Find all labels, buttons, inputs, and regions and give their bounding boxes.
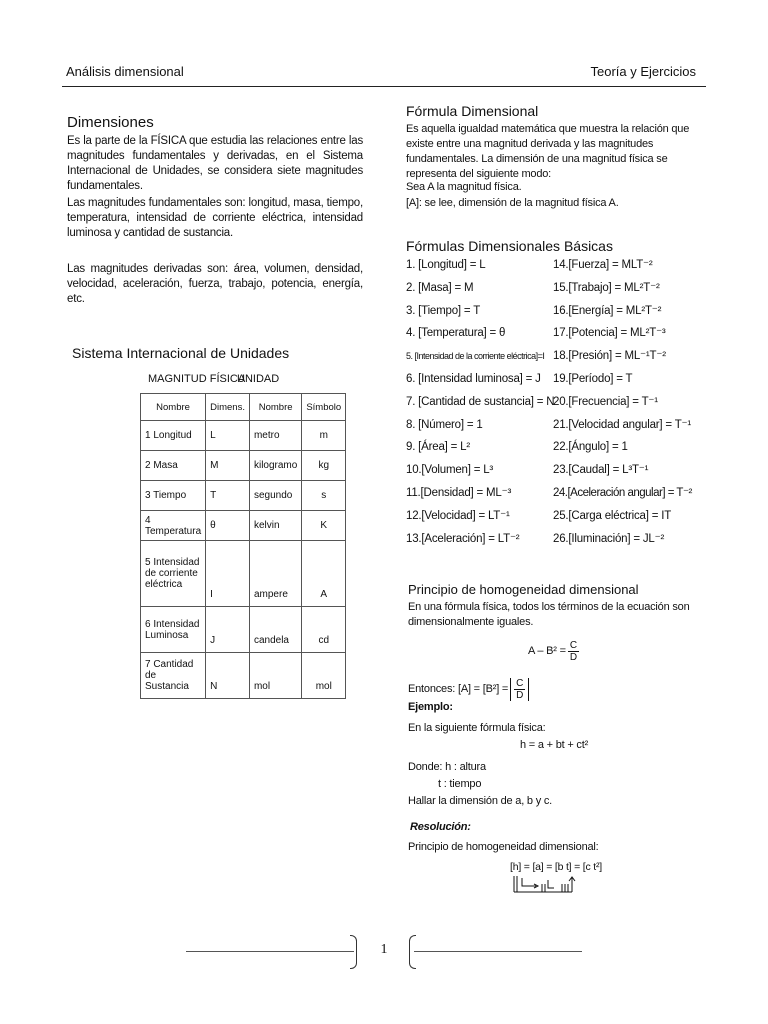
homogeneity-arrows-diagram — [510, 874, 576, 896]
cell: cd — [302, 607, 346, 653]
list-item: 4. [Temperatura] = θ — [406, 327, 506, 340]
eq-num: C — [569, 640, 577, 651]
eq-den: D — [569, 652, 577, 663]
header-rule — [62, 86, 706, 87]
eq-lhs: A – B² = — [528, 645, 566, 657]
cell: A — [302, 541, 346, 607]
si-header-nombre: Nombre — [141, 394, 206, 421]
list-item: 1. [Longitud] = L — [406, 259, 486, 271]
footer-brace-right — [409, 935, 416, 969]
hallar-line: Hallar la dimensión de a, b y c. — [408, 795, 553, 807]
cell: L — [206, 421, 250, 451]
cell: ampere — [249, 541, 301, 607]
cell: kelvin — [249, 511, 301, 541]
si-title: Sistema Internacional de Unidades — [72, 345, 290, 361]
si-header-unidad-nombre: Nombre — [249, 394, 301, 421]
entonces-text: Entonces: [A] = [B²] = — [408, 683, 509, 695]
formula-dim-l2: [A]: se lee, dimensión de la magnitud física A. — [406, 197, 619, 209]
principio-equation — [528, 640, 579, 663]
list-item: 20.[Frecuencia] = T⁻¹ — [553, 395, 658, 408]
list-item: 8. [Número] = 1 — [406, 418, 483, 431]
eq-fraction — [568, 640, 579, 663]
list-item: 26.[Iluminación] = JL⁻² — [553, 532, 665, 545]
footer-rule-right — [414, 951, 582, 952]
cell: J — [206, 607, 250, 653]
cell: 7 Cantidad de Sustancia — [141, 653, 206, 699]
table-row — [141, 451, 346, 481]
principio-title: Principio de homogeneidad dimensional — [408, 582, 639, 597]
table-row — [141, 653, 346, 699]
cell: θ — [206, 511, 250, 541]
list-item: 15.[Trabajo] = ML²T⁻² — [553, 281, 660, 294]
cell: mol — [249, 653, 301, 699]
si-header-dimens: Dimens. — [206, 394, 250, 421]
formula-dim-p1: Es aquella igualdad matemática que muestra la relación que existe entre una magnitud derivada y las magnitudes fundamentales. La dimensión de una magnitud física se representa del siguiente modo: — [406, 123, 690, 180]
table-row — [141, 541, 346, 607]
si-table — [140, 393, 346, 699]
cell: 1 Longitud — [141, 421, 206, 451]
list-item: 10.[Volumen] = L³ — [406, 464, 494, 477]
si-group-unidad: UNIDAD — [237, 373, 280, 385]
entonces-fraction — [514, 678, 525, 701]
ejemplo-label: Ejemplo: — [408, 701, 453, 713]
cell: I — [206, 541, 250, 607]
footer-brace-left — [350, 935, 357, 969]
entonces-num: C — [516, 678, 524, 689]
list-item: 14.[Fuerza] = MLT⁻² — [553, 259, 653, 271]
list-item: 18.[Presión] = ML⁻¹T⁻² — [553, 350, 666, 363]
entonces-den: D — [516, 690, 524, 701]
list-item: 2. [Masa] = M — [406, 281, 474, 294]
list-item: 13.[Aceleración] = LT⁻² — [406, 532, 520, 545]
cell: mol — [302, 653, 346, 699]
list-item: 25.[Carga eléctrica] = IT — [553, 509, 672, 522]
footer-rule-left — [186, 951, 354, 952]
list-item: 12.[Velocidad] = LT⁻¹ — [406, 509, 510, 522]
list-item: 5. [Intensidad de la corriente eléctrica]=I — [406, 351, 545, 362]
cell: 2 Masa — [141, 451, 206, 481]
page-number: 1 — [380, 942, 388, 957]
cell: 5 Intensidad de corriente eléctrica — [141, 541, 206, 607]
header-left: Análisis dimensional — [66, 64, 184, 79]
basicas-left-list — [406, 254, 555, 550]
ejemplo-line: En la siguiente fórmula física: — [408, 722, 546, 734]
dimensiones-p1: Es la parte de la FÍSICA que estudia las relaciones entre las magnitudes fundamentales y derivadas, en el Sistema Internacional de Unidades, se considera siete magnitudes fundamentales. — [67, 135, 363, 192]
table-row — [141, 607, 346, 653]
formula-dim-title: Fórmula Dimensional — [406, 103, 539, 119]
dimensiones-title: Dimensiones — [67, 114, 154, 131]
cell: 6 Intensidad Luminosa — [141, 607, 206, 653]
list-item: 21.[Velocidad angular] = T⁻¹ — [553, 418, 692, 431]
cell: candela — [249, 607, 301, 653]
list-item: 7. [Cantidad de sustancia] = N — [406, 395, 555, 408]
table-row — [141, 511, 346, 541]
cell: kilogramo — [249, 451, 301, 481]
cell: K — [302, 511, 346, 541]
si-header-simbolo: Símbolo — [302, 394, 346, 421]
ejemplo-formula: h = a + bt + ct² — [520, 739, 589, 751]
list-item: 19.[Período] = T — [553, 372, 633, 385]
list-item: 11.[Densidad] = ML⁻³ — [406, 486, 512, 499]
cell: N — [206, 653, 250, 699]
table-row — [141, 421, 346, 451]
cell: 4 Temperatura — [141, 511, 206, 541]
list-item: 22.[Ángulo] = 1 — [553, 441, 628, 454]
cell: s — [302, 481, 346, 511]
table-row — [141, 481, 346, 511]
header-right: Teoría y Ejercicios — [590, 64, 696, 79]
dimensiones-p2: Las magnitudes fundamentales son: longitud, masa, tiempo, temperatura, intensidad de corriente eléctrica, intensidad luminosa y cantidad de sustancia. — [67, 197, 363, 239]
basicas-right-list — [553, 254, 705, 550]
cell: T — [206, 481, 250, 511]
dimensiones-p3: Las magnitudes derivadas son: área, volumen, densidad, velocidad, aceleración, fuerza, trabajo, potencia, energía, etc. — [67, 263, 363, 305]
cell: M — [206, 451, 250, 481]
cell: metro — [249, 421, 301, 451]
resolucion-label: Resolución: — [410, 821, 471, 833]
entonces-line — [408, 678, 529, 701]
list-item: 9. [Área] = L² — [406, 441, 470, 454]
entonces-bracket — [510, 678, 529, 701]
list-item: 24.[Aceleración angular] = T⁻² — [553, 486, 692, 499]
resolucion-formula: [h] = [a] = [b t] = [c t²] — [510, 861, 602, 873]
cell: 3 Tiempo — [141, 481, 206, 511]
cell: kg — [302, 451, 346, 481]
list-item: 16.[Energía] = ML²T⁻² — [553, 304, 662, 317]
formula-dim-l1: Sea A la magnitud física. — [406, 181, 522, 193]
principio-p1: En una fórmula física, todos los términos de la ecuación son dimensionalmente iguales. — [408, 601, 690, 628]
list-item: 6. [Intensidad luminosa] = J — [406, 372, 541, 385]
list-item: 3. [Tiempo] = T — [406, 304, 481, 317]
resolucion-line: Principio de homogeneidad dimensional: — [408, 841, 599, 853]
si-header-row — [141, 394, 346, 421]
si-group-magnitud: MAGNITUD FÍSICA — [148, 373, 246, 385]
donde-line: Donde: h : altura — [408, 761, 486, 773]
cell: segundo — [249, 481, 301, 511]
basicas-title: Fórmulas Dimensionales Básicas — [406, 238, 613, 254]
list-item: 23.[Caudal] = L³T⁻¹ — [553, 464, 649, 477]
list-item: 17.[Potencia] = ML²T⁻³ — [553, 327, 666, 340]
donde-line-2: t : tiempo — [438, 778, 482, 790]
cell: m — [302, 421, 346, 451]
